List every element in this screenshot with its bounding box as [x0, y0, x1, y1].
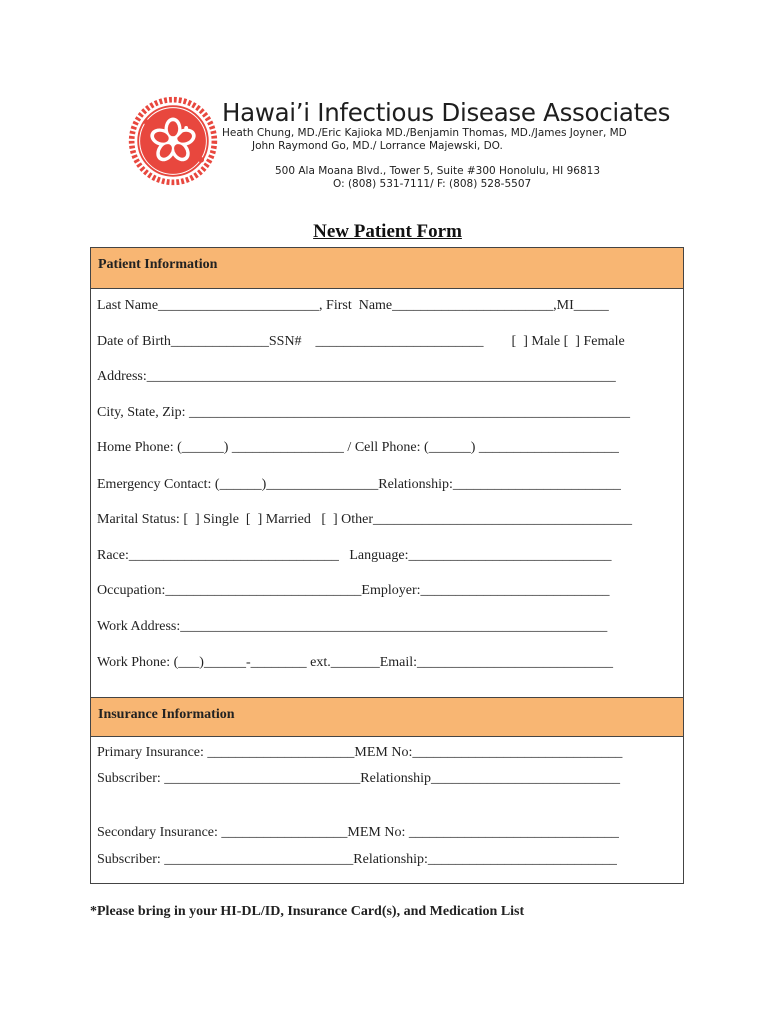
doctors-line-1: Heath Chung, MD./Eric Kajioka MD./Benjamin Thomas, MD./James Joyner, MD	[222, 127, 627, 139]
dob-ssn-gender-line[interactable]: Date of Birth______________SSN# ________________________ [ ] Male [ ] Female	[97, 334, 625, 349]
secondary-subscriber-line[interactable]: Subscriber: ___________________________Relationship:___________________________	[97, 852, 617, 867]
secondary-insurance-line[interactable]: Secondary Insurance: __________________MEM No: ______________________________	[97, 825, 619, 840]
bring-documents-note: *Please bring in your HI-DL/ID, Insurance Card(s), and Medication List	[90, 904, 525, 919]
primary-subscriber-line[interactable]: Subscriber: ____________________________Relationship___________________________	[97, 771, 621, 786]
phone-field-line[interactable]: Home Phone: (______) ________________ / Cell Phone: (______) ____________________	[97, 440, 619, 455]
practice-name: Hawai’i Infectious Disease Associates	[222, 98, 671, 127]
race-language-line[interactable]: Race:______________________________ Language:_____________________________	[97, 548, 612, 563]
hibiscus-logo-icon	[126, 94, 220, 188]
name-field-line[interactable]: Last Name_______________________, First Name_______________________,MI_____	[97, 298, 609, 313]
marital-status-line[interactable]: Marital Status: [ ] Single [ ] Married [ ] Other_____________________________________	[97, 512, 633, 527]
practice-address: 500 Ala Moana Blvd., Tower 5, Suite #300 Honolulu, HI 96813	[275, 165, 600, 177]
practice-phone-fax: O: (808) 531-7111/ F: (808) 528-5507	[333, 178, 532, 190]
doctors-line-2: John Raymond Go, MD./ Lorrance Majewski, DO.	[252, 140, 503, 152]
primary-insurance-line[interactable]: Primary Insurance: _____________________MEM No:______________________________	[97, 745, 623, 760]
address-field-line[interactable]: Address:___________________________________________________________________	[97, 369, 616, 384]
occupation-employer-line[interactable]: Occupation:____________________________Employer:___________________________	[97, 583, 610, 598]
form-title: New Patient Form	[313, 221, 462, 242]
city-state-zip-line[interactable]: City, State, Zip: _______________________________________________________________	[97, 405, 631, 420]
insurance-section-heading: Insurance Information	[91, 697, 683, 737]
emergency-contact-line[interactable]: Emergency Contact: (______)________________Relationship:________________________	[97, 477, 621, 492]
work-address-line[interactable]: Work Address:_____________________________________________________________	[97, 619, 608, 634]
work-phone-email-line[interactable]: Work Phone: (___)______-________ ext._______Email:____________________________	[97, 655, 614, 670]
patient-section-heading: Patient Information	[91, 248, 683, 289]
